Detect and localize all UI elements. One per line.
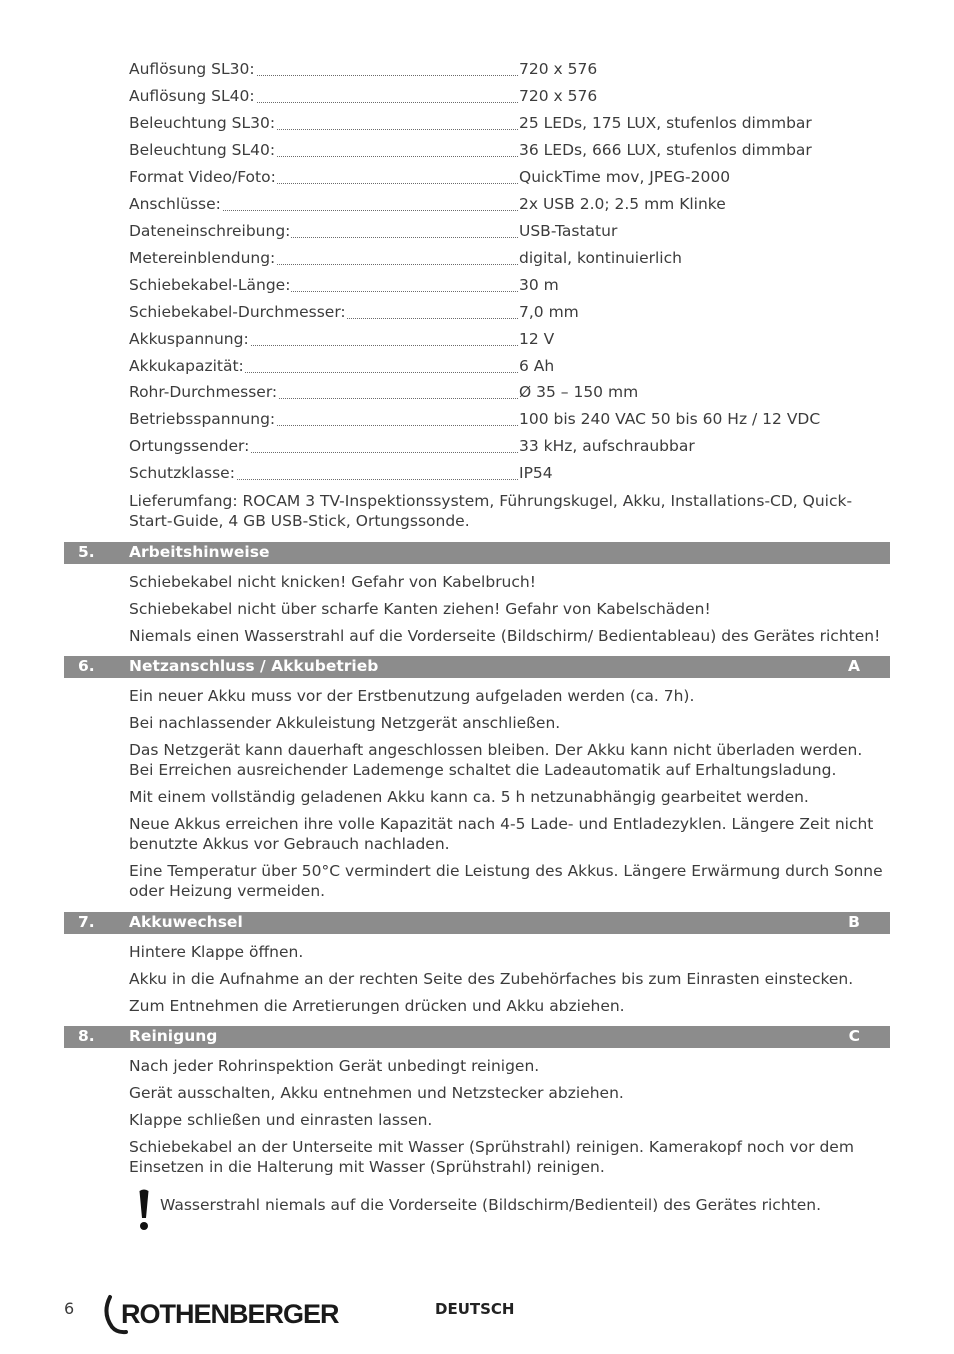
- paragraph: Das Netzgerät kann dauerhaft angeschlossen bleiben. Der Akku kann nicht überladen werden. Bei Erreichen ausreichender Lademenge schaltet die Ladeautomatik auf Erhaltungsladung.: [129, 741, 863, 779]
- warning-text: Wasserstrahl niemals auf die Vorderseite (Bildschirm/Bedienteil) des Gerätes richten.: [160, 1196, 822, 1214]
- section-title: Netzanschluss / Akkubetrieb: [129, 657, 379, 675]
- spec-value: 6 Ah: [519, 357, 555, 375]
- paragraph: Ein neuer Akku muss vor der Erstbenutzung aufgeladen werden (ca. 7h).: [129, 687, 695, 705]
- paragraph: Akku in die Aufnahme an der rechten Seite des Zubehörfaches bis zum Einrasten einstecken.: [129, 970, 854, 988]
- spec-value: 25 LEDs, 175 LUX, stufenlos dimmbar: [519, 114, 812, 132]
- section-header-6: [64, 656, 890, 678]
- figure-reference: A: [848, 657, 860, 675]
- spec-label: Auflösung SL40:: [129, 87, 255, 105]
- paragraph: Nach jeder Rohrinspektion Gerät unbedingt reinigen.: [129, 1057, 540, 1075]
- spec-value: USB-Tastatur: [519, 222, 618, 240]
- spec-label: Format Video/Foto:: [129, 168, 276, 186]
- spec-label: Ortungssender:: [129, 437, 250, 455]
- spec-row: [129, 357, 889, 379]
- section-header-8: [64, 1026, 890, 1048]
- section-header-5: [64, 542, 890, 564]
- paragraph: Zum Entnehmen die Arretierungen drücken und Akku abziehen.: [129, 997, 625, 1015]
- section-title: Reinigung: [129, 1027, 218, 1045]
- exclamation-warning-icon: [137, 1188, 151, 1232]
- paragraph: Bei nachlassender Akkuleistung Netzgerät anschließen.: [129, 714, 561, 732]
- svg-text:ROTHENBERGER: ROTHENBERGER: [121, 1299, 339, 1329]
- spec-label: Rohr-Durchmesser:: [129, 383, 278, 401]
- paragraph: Hintere Klappe öffnen.: [129, 943, 304, 961]
- spec-row: [129, 114, 889, 136]
- spec-row: [129, 168, 889, 190]
- spec-label: Auflösung SL30:: [129, 60, 255, 78]
- section-number: 8.: [78, 1027, 95, 1045]
- section-title: Akkuwechsel: [129, 913, 243, 931]
- paragraph: Eine Temperatur über 50°C vermindert die Leistung des Akkus. Längere Erwärmung durch Sonne oder Heizung vermeiden.: [129, 862, 883, 900]
- spec-label: Beleuchtung SL30:: [129, 114, 276, 132]
- spec-row: [129, 464, 889, 486]
- spec-label: Schutzklasse:: [129, 464, 235, 482]
- spec-row: [129, 195, 889, 217]
- spec-row: [129, 303, 889, 325]
- spec-value: 720 x 576: [519, 60, 598, 78]
- spec-value: 100 bis 240 VAC 50 bis 60 Hz / 12 VDC: [519, 410, 821, 428]
- spec-value: 30 m: [519, 276, 559, 294]
- language-label: DEUTSCH: [435, 1300, 515, 1318]
- spec-label: Akkukapazität:: [129, 357, 244, 375]
- spec-row: [129, 222, 889, 244]
- spec-row: [129, 383, 889, 405]
- spec-row: [129, 60, 889, 82]
- spec-value: 720 x 576: [519, 87, 598, 105]
- spec-value: digital, kontinuierlich: [519, 249, 682, 267]
- paragraph: Gerät ausschalten, Akku entnehmen und Netzstecker abziehen.: [129, 1084, 624, 1102]
- spec-row: [129, 87, 889, 109]
- scope-of-delivery: Lieferumfang: ROCAM 3 TV-Inspektionssystem, Führungskugel, Akku, Installations-CD, Quick-Start-Guide, 4 GB USB-Stick, Ortungssonde.: [129, 492, 853, 530]
- section-title: Arbeitshinweise: [129, 543, 270, 561]
- spec-value: 33 kHz, aufschraubbar: [519, 437, 695, 455]
- spec-label: Betriebsspannung:: [129, 410, 276, 428]
- paragraph: Mit einem vollständig geladenen Akku kann ca. 5 h netzunabhängig gearbeitet werden.: [129, 788, 809, 806]
- spec-row: [129, 276, 889, 298]
- section-number: 6.: [78, 657, 95, 675]
- spec-label: Anschlüsse:: [129, 195, 221, 213]
- paragraph: Schiebekabel nicht knicken! Gefahr von Kabelbruch!: [129, 573, 536, 591]
- spec-row: [129, 330, 889, 352]
- spec-value: QuickTime mov, JPEG-2000: [519, 168, 731, 186]
- spec-label: Akkuspannung:: [129, 330, 249, 348]
- spec-value: 12 V: [519, 330, 555, 348]
- spec-row: [129, 141, 889, 163]
- figure-reference: B: [848, 913, 860, 931]
- spec-value: IP54: [519, 464, 553, 482]
- paragraph: Schiebekabel nicht über scharfe Kanten ziehen! Gefahr von Kabelschäden!: [129, 600, 711, 618]
- spec-label: Beleuchtung SL40:: [129, 141, 276, 159]
- spec-value: 36 LEDs, 666 LUX, stufenlos dimmbar: [519, 141, 812, 159]
- paragraph: Niemals einen Wasserstrahl auf die Vorderseite (Bildschirm/ Bedientableau) des Gerätes richten!: [129, 627, 881, 645]
- spec-label: Metereinblendung:: [129, 249, 276, 267]
- page-number: 6: [64, 1299, 75, 1318]
- spec-row: [129, 410, 889, 432]
- spec-label: Schiebekabel-Durchmesser:: [129, 303, 346, 321]
- section-number: 7.: [78, 913, 95, 931]
- section-number: 5.: [78, 543, 95, 561]
- paragraph: Schiebekabel an der Unterseite mit Wasser (Sprühstrahl) reinigen. Kamerakopf noch vor dem Einsetzen in die Halterung mit Wasser (Sprühstrahl) reinigen.: [129, 1138, 854, 1176]
- rothenberger-logo: [100, 1293, 350, 1335]
- spec-row: [129, 437, 889, 459]
- spec-label: Schiebekabel-Länge:: [129, 276, 291, 294]
- spec-row: [129, 249, 889, 271]
- spec-label: Dateneinschreibung:: [129, 222, 291, 240]
- spec-value: 2x USB 2.0; 2.5 mm Klinke: [519, 195, 726, 213]
- paragraph: Neue Akkus erreichen ihre volle Kapazität nach 4-5 Lade- und Entladezyklen. Längere Zeit nicht benutzte Akkus vor Gebrauch nachladen.: [129, 815, 874, 853]
- figure-reference: C: [848, 1027, 860, 1045]
- spec-value: Ø 35 – 150 mm: [519, 383, 639, 401]
- spec-value: 7,0 mm: [519, 303, 579, 321]
- section-header-7: [64, 912, 890, 934]
- paragraph: Klappe schließen und einrasten lassen.: [129, 1111, 433, 1129]
